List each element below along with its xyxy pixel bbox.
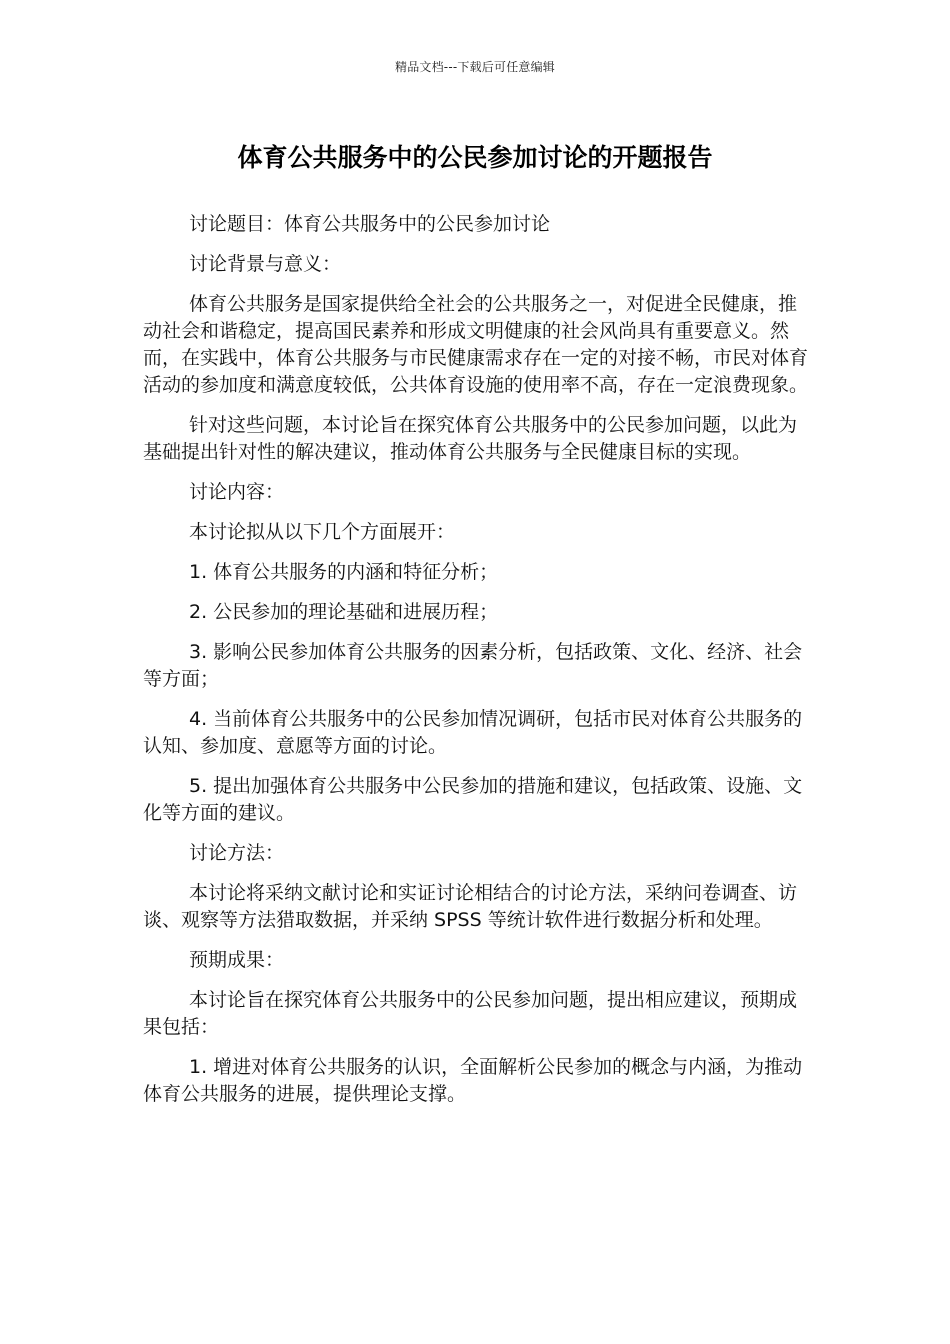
section-heading-background: 讨论背景与意义： bbox=[189, 253, 342, 275]
list-item-content-5: 5. 提出加强体育公共服务中公民参加的措施和建议，包括政策、设施、文化等方面的建议。 bbox=[143, 775, 803, 824]
header-note: 精品文档---下载后可任意编辑 bbox=[395, 60, 555, 74]
paragraph-results-intro: 本讨论旨在探究体育公共服务中的公民参加问题，提出相应建议，预期成果包括： bbox=[143, 989, 798, 1038]
list-item-content-1: 1. 体育公共服务的内涵和特征分析； bbox=[189, 561, 499, 583]
section-heading-results: 预期成果： bbox=[189, 949, 285, 971]
list-item-content-4: 4. 当前体育公共服务中的公民参加情况调研，包括市民对体育公共服务的认知、参加度、意愿等方面的讨论。 bbox=[143, 708, 803, 757]
section-heading-content: 讨论内容： bbox=[189, 481, 285, 503]
list-item-content-3: 3. 影响公民参加体育公共服务的因素分析，包括政策、文化、经济、社会等方面； bbox=[143, 641, 803, 690]
list-item-content-2: 2. 公民参加的理论基础和进展历程； bbox=[189, 601, 499, 623]
list-item-results-1: 1. 增进对体育公共服务的认识，全面解析公民参加的概念与内涵，为推动体育公共服务的进展，提供理论支撑。 bbox=[143, 1056, 803, 1105]
paragraph-background: 体育公共服务是国家提供给全社会的公共服务之一，对促进全民健康，推动社会和谐稳定，提高国民素养和形成文明健康的社会风尚具有重要意义。然而，在实践中，体育公共服务与市民健康需求存在一定的对接不畅，市民对体育活动的参加度和满意度较低，公共体育设施的使用率不高，存在一定浪费现象。 bbox=[143, 293, 809, 396]
paragraph-content-intro: 本讨论拟从以下几个方面展开： bbox=[189, 521, 456, 543]
paragraph-purpose: 针对这些问题，本讨论旨在探究体育公共服务中的公民参加问题，以此为基础提出针对性的解决建议，推动体育公共服务与全民健康目标的实现。 bbox=[143, 414, 798, 463]
paragraph-method: 本讨论将采纳文献讨论和实证讨论相结合的讨论方法，采纳问卷调查、访谈、观察等方法猎取数据，并采纳 SPSS 等统计软件进行数据分析和处理。 bbox=[143, 882, 798, 931]
document-body bbox=[143, 211, 809, 1121]
section-heading-method: 讨论方法： bbox=[189, 842, 285, 864]
document-title: 体育公共服务中的公民参加讨论的开题报告 bbox=[237, 143, 713, 172]
paragraph-topic: 讨论题目：体育公共服务中的公民参加讨论 bbox=[189, 213, 551, 235]
